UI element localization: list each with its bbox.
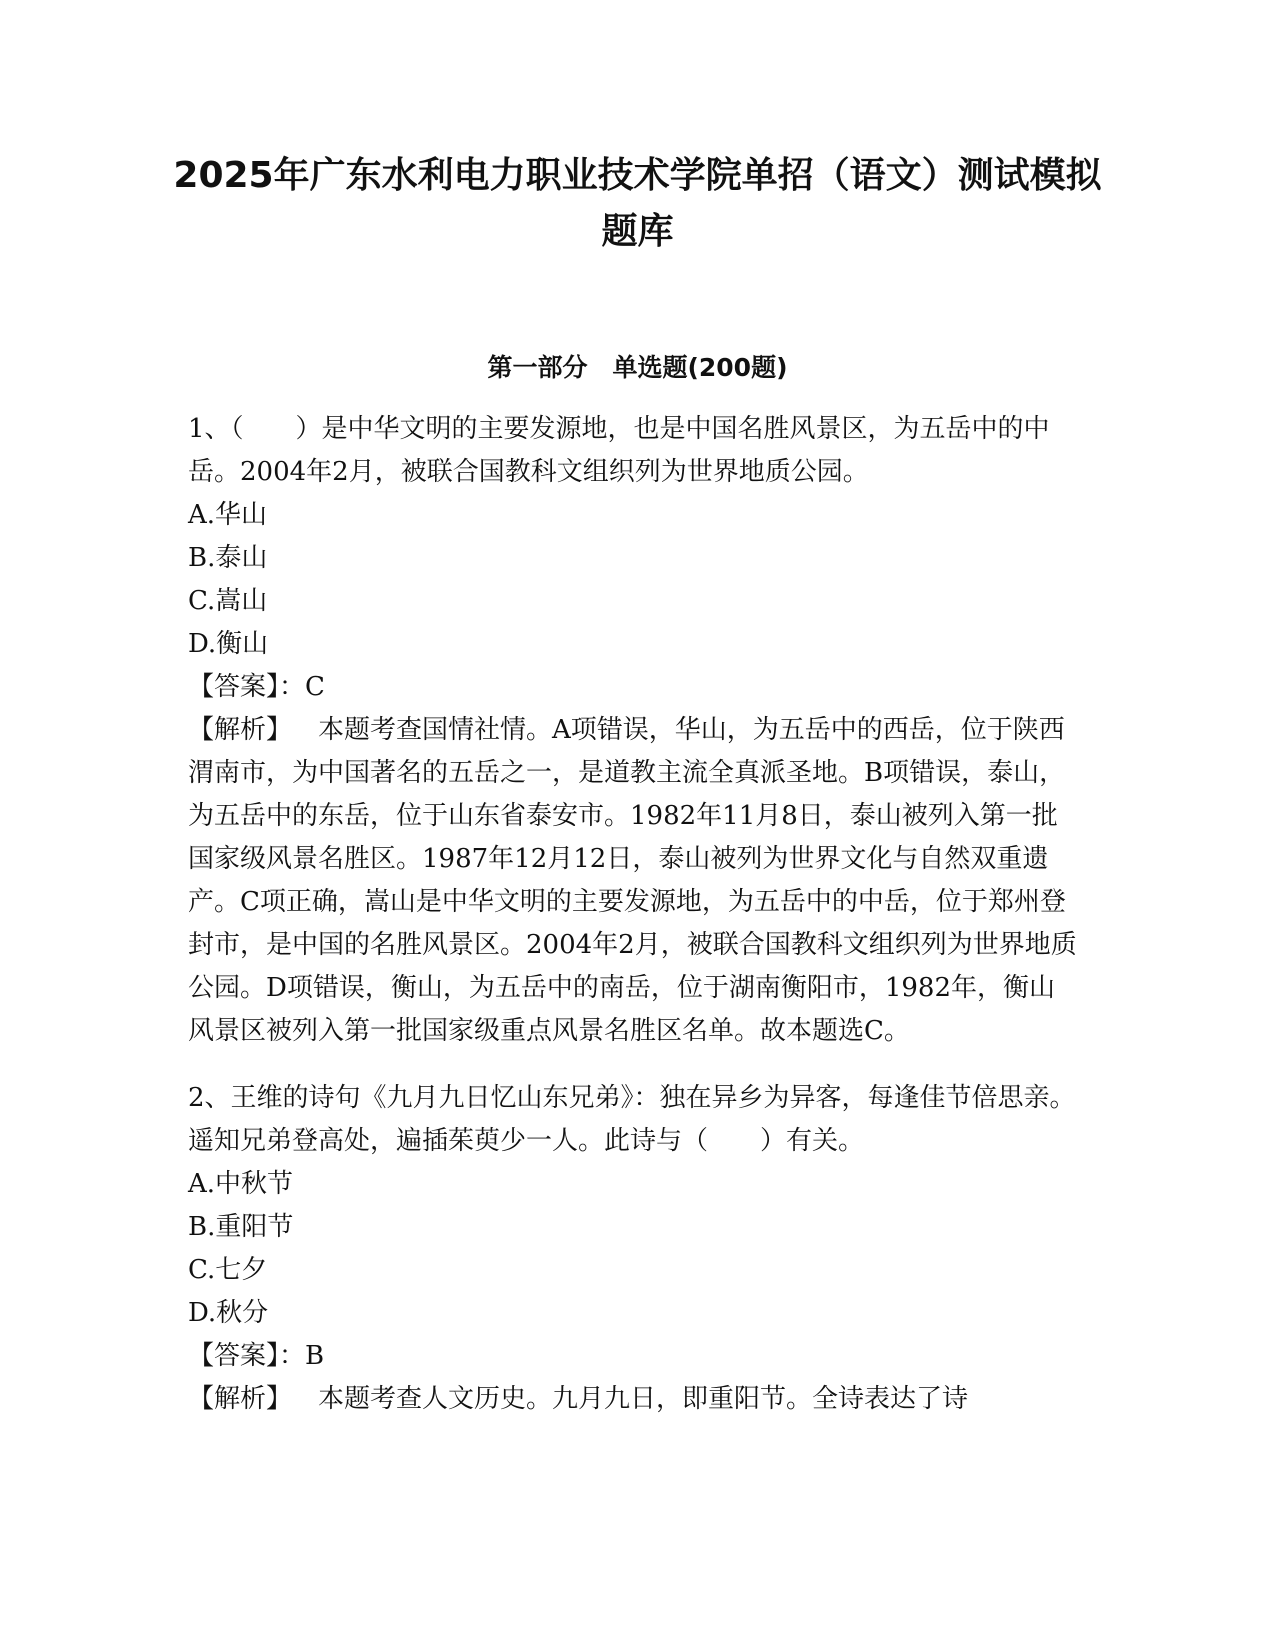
answer-label: 【答案】：	[188, 672, 306, 702]
option-d: D.秋分	[188, 1298, 269, 1328]
analysis-label: 【解析】	[188, 715, 293, 745]
option-b: B.泰山	[188, 543, 268, 573]
question-stem: 1、（ ）是中华文明的主要发源地，也是中国名胜风景区，为五岳中的中岳。2004年2月，被联合国教科文组织列为世界地质公园。	[188, 414, 1050, 487]
analysis-block	[188, 1378, 1078, 1421]
answer-value: B	[305, 1341, 325, 1371]
document-title: 2025年广东水利电力职业技术学院单招（语文）测试模拟题库	[173, 155, 1102, 252]
answer-line	[188, 666, 1078, 709]
analysis-block	[188, 709, 1078, 1053]
answer-value: C	[305, 672, 325, 702]
option-c: C.七夕	[188, 1255, 268, 1285]
analysis-text: 本题考查人文历史。九月九日，即重阳节。全诗表达了诗	[318, 1384, 969, 1414]
option-d: D.衡山	[188, 629, 269, 659]
option-a: A.华山	[188, 500, 268, 530]
option-a: A.中秋节	[188, 1169, 294, 1199]
analysis-text: 本题考查国情社情。A项错误，华山，为五岳中的西岳，位于陕西渭南市，为中国著名的五岳之一，是道教主流全真派圣地。B项错误，泰山，为五岳中的东岳，位于山东省泰安市。1982年11月8日，泰山被列入第一批国家级风景名胜区。1987年12月12日，泰山被列为世界文化与自然双重遗产。C项正确，嵩山是中华文明的主要发源地，为五岳中的中岳，位于郑州登封市，是中国的名胜风景区。2004年2月，被联合国教科文组织列为世界地质公园。D项错误，衡山，为五岳中的南岳，位于湖南衡阳市，1982年，衡山风景区被列入第一批国家级重点风景名胜区名单。故本题选C。	[188, 715, 1077, 1046]
analysis-label: 【解析】	[188, 1384, 293, 1414]
section-title: 第一部分 单选题(200题)	[487, 353, 788, 382]
option-b: B.重阳节	[188, 1212, 294, 1242]
option-c: C.嵩山	[188, 586, 268, 616]
question-list	[188, 408, 1078, 1445]
answer-label: 【答案】：	[188, 1341, 306, 1371]
question-stem: 2、王维的诗句《九月九日忆山东兄弟》：独在异乡为异客，每逢佳节倍思亲。遥知兄弟登高处，遍插茱萸少一人。此诗与（ ）有关。	[188, 1083, 1076, 1156]
question-item	[188, 408, 1078, 1053]
answer-line	[188, 1335, 1078, 1378]
question-item	[188, 1077, 1078, 1421]
